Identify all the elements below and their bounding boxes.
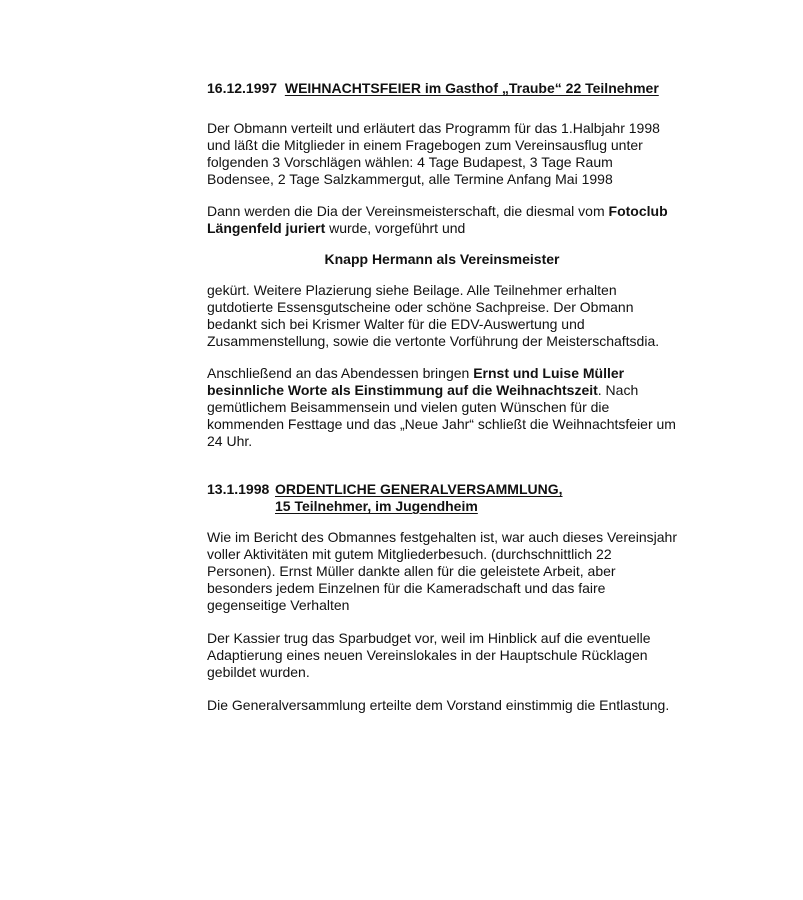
entry-heading bbox=[207, 80, 677, 97]
text-segment: Dann werden die Dia der Vereinsmeisterschaft, die diesmal vom bbox=[207, 203, 609, 219]
paragraph-dinner bbox=[207, 365, 677, 450]
entry-general-assembly bbox=[207, 481, 677, 714]
text-segment: . Nach gemütlichem Beisammensein und vielen guten Wünschen für die kommenden Festtage und das „Neue Jahr“ schließt die Weihnachtsfeier um 24 Uhr. bbox=[207, 382, 676, 449]
paragraph-report: Wie im Bericht des Obmannes festgehalten ist, war auch dieses Vereinsjahr voller Aktivitäten mit gutem Mitgliederbesuch. (durchschnittlich 22 Personen). Ernst Müller dankte allen für die geleistete Arbeit, aber besonders jedem Einzelnen für die Kameradschaft und das faire gegenseitige Verhalten bbox=[207, 529, 678, 613]
text-segment: Anschließend an das Abendessen bringen bbox=[207, 365, 474, 381]
entry-title-line1: ORDENTLICHE GENERALVERSAMMLUNG, bbox=[275, 481, 563, 497]
paragraph-discharge: Die Generalversammlung erteilte dem Vorstand einstimmig die Entlastung. bbox=[207, 697, 670, 713]
entry-christmas-party bbox=[207, 80, 677, 450]
entry-heading bbox=[207, 481, 677, 515]
entry-date: 13.1.1998 bbox=[207, 481, 270, 497]
paragraph-slides bbox=[207, 203, 677, 237]
bold-text-segment: Fotoclub Längenfeld juriert bbox=[207, 203, 668, 236]
entry-title-line2: 15 Teilnehmer, im Jugendheim bbox=[275, 498, 478, 514]
paragraph-placement: gekürt. Weitere Plazierung siehe Beilage. Alle Teilnehmer erhalten gutdotierte Essensgutscheine oder schöne Sachpreise. Der Obmann bedankt sich bei Krismer Walter für die EDV-Auswertung und Zusammenstellung, sowie die vertonte Vorführung der Meisterschaftsdia. bbox=[207, 282, 660, 349]
entry-date: 16.12.1997 bbox=[207, 80, 278, 96]
bold-text-segment: Ernst und Luise Müller besinnliche Worte als Einstimmung auf die Weihnachtszeit bbox=[207, 365, 625, 398]
club-champion-line: Knapp Hermann als Vereinsmeister bbox=[324, 251, 560, 267]
text-segment: wurde, vorgeführt und bbox=[325, 220, 466, 236]
paragraph-treasurer: Der Kassier trug das Sparbudget vor, weil im Hinblick auf die eventuelle Adaptierung eines neuen Vereinslokales in der Hauptschule Rücklagen gebildet wurden. bbox=[207, 630, 651, 680]
paragraph-program: Der Obmann verteilt und erläutert das Programm für das 1.Halbjahr 1998 und läßt die Mitglieder in einem Fragebogen zum Vereinsausflug unter folgenden 3 Vorschlägen wählen: 4 Tage Budapest, 3 Tage Raum Bodensee, 2 Tage Salzkammergut, alle Termine Anfang Mai 1998 bbox=[207, 120, 660, 187]
entry-title: WEIHNACHTSFEIER im Gasthof „Traube“ 22 Teilnehmer bbox=[284, 80, 659, 96]
